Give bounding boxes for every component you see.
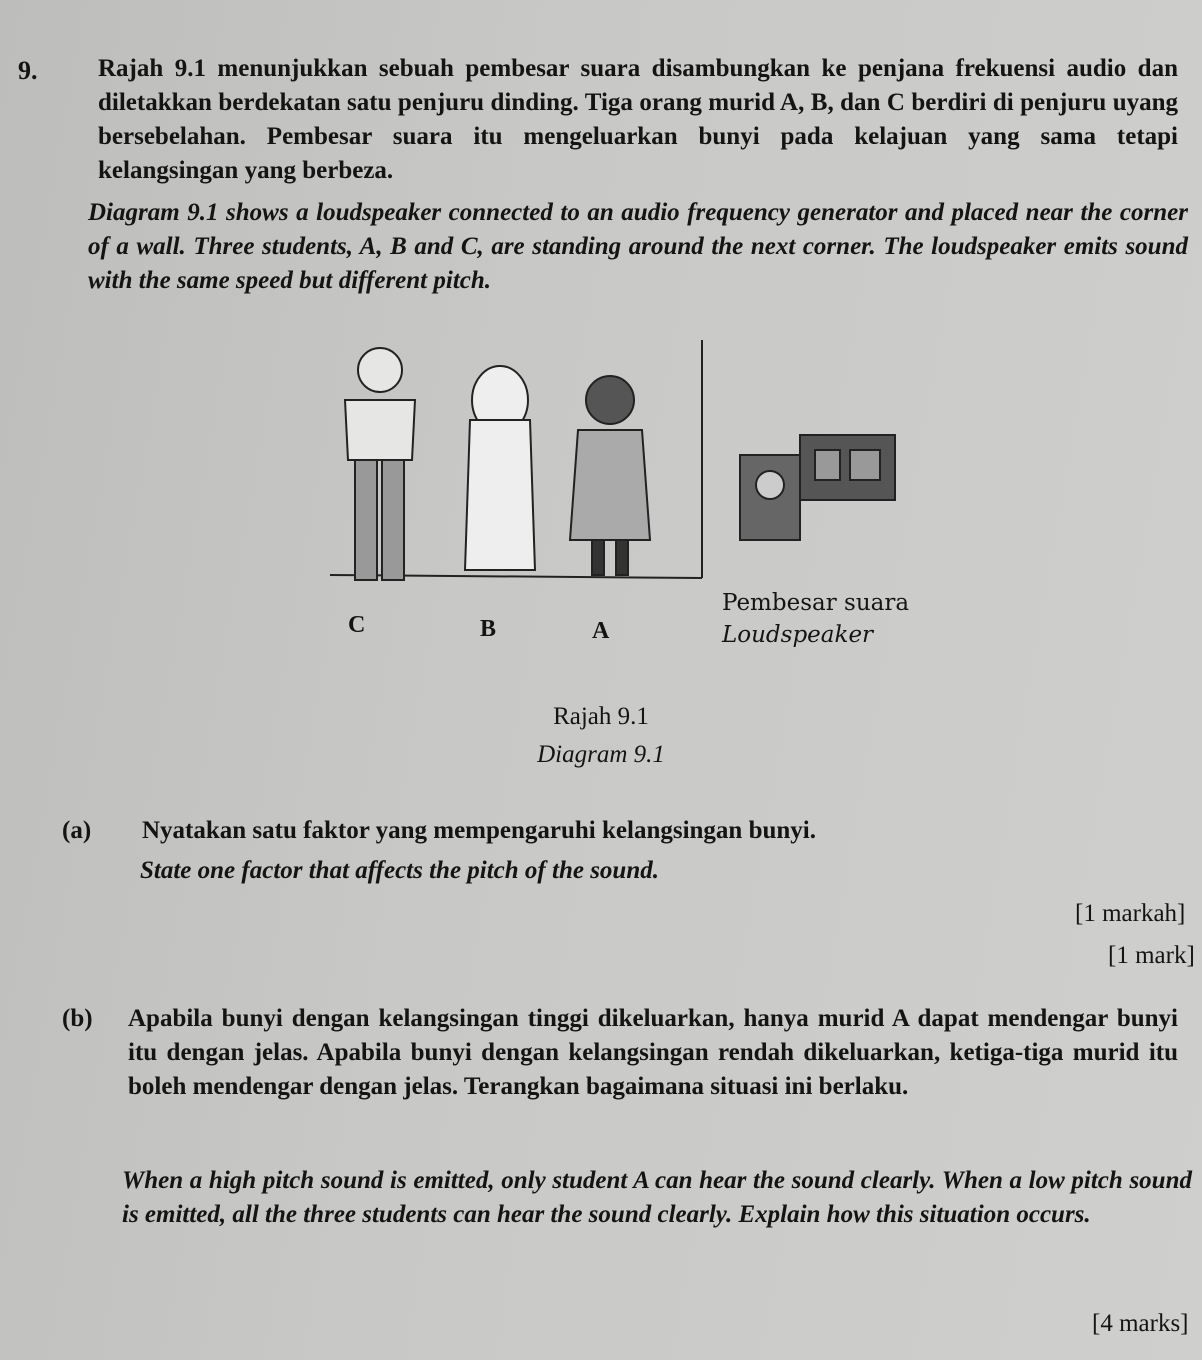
caption-malay: Rajah 9.1: [553, 703, 649, 730]
student-b: [465, 366, 535, 570]
diagram-illustration: [320, 330, 920, 610]
part-a-marks-english: [1 mark]: [1108, 942, 1195, 969]
part-b-malay: Apabila bunyi dengan kelangsingan tinggi dikeluarkan, hanya murid A dapat mendengar bunyi itu dengan jelas. Apabila bunyi dengan kelangsingan rendah dikeluarkan, ketiga-tiga murid itu boleh mendengar dengan jelas. Terangkan bagaimana situasi ini berlaku.: [128, 1005, 1178, 1100]
caption-english: Diagram 9.1: [537, 741, 665, 768]
question-number: 9.: [18, 56, 38, 85]
student-c: [345, 348, 415, 580]
part-b-english: When a high pitch sound is emitted, only student A can hear the sound clearly. When a low pitch sound is emitted, all the three students can hear the sound clearly. Explain how this situation occurs.: [122, 1167, 1192, 1228]
label-speaker-malay: Pembesar suara: [722, 590, 910, 616]
part-b-label: (b): [62, 1005, 93, 1032]
part-b-marks: [4 marks]: [1092, 1310, 1189, 1337]
student-a: [570, 376, 650, 575]
part-a-marks-malay: [1 markah]: [1075, 900, 1186, 927]
part-a-malay: Nyatakan satu faktor yang mempengaruhi kelangsingan bunyi.: [142, 817, 816, 844]
label-speaker-english: Loudspeaker: [722, 622, 874, 648]
part-a-label: (a): [62, 817, 92, 844]
loudspeaker: [740, 435, 895, 540]
part-a-english: State one factor that affects the pitch of the sound.: [140, 857, 659, 884]
label-student-a: A: [592, 618, 610, 644]
label-student-b: B: [480, 616, 497, 642]
label-student-c: C: [348, 612, 366, 638]
question-intro-english: Diagram 9.1 shows a loudspeaker connected to an audio frequency generator and placed near the corner of a wall. Three students, A, B and C, are standing around the next corner. The loudspeaker emits sound with the same speed but different pitch.: [88, 199, 1188, 294]
question-intro-malay: Rajah 9.1 menunjukkan sebuah pembesar suara disambungkan ke penjana frekuensi audio dan diletakkan berdekatan satu penjuru dinding. Tiga orang murid A, B, dan C berdiri di penjuru uyang bersebelahan. Pembesar suara itu mengeluarkan bunyi pada kelajuan yang sama tetapi kelangsingan yang berbeza.: [98, 55, 1178, 184]
